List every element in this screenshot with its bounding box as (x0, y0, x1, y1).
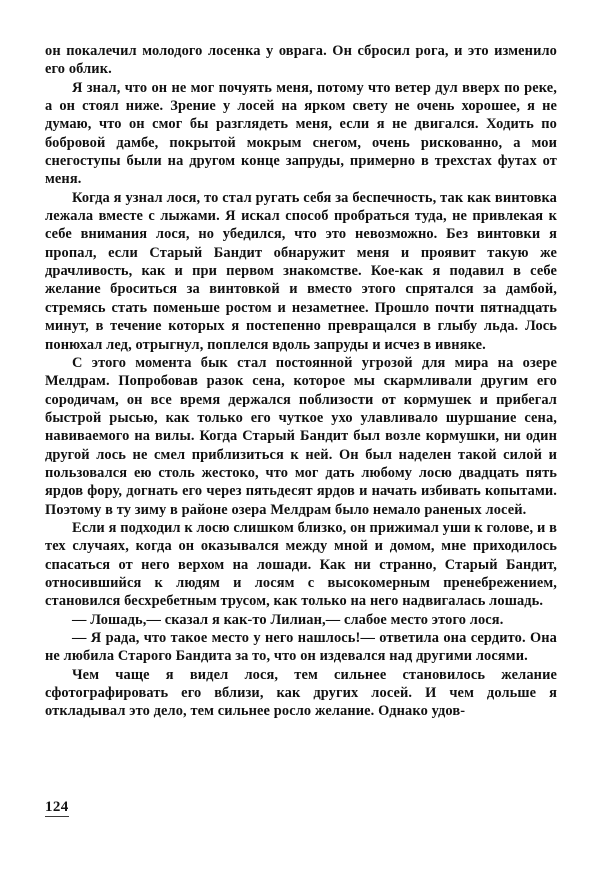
paragraph: Я знал, что он не мог почуять меня, потому что ветер дул вверх по реке, а он стоял ниже. Зрение у лосей на ярком свету не очень хорошее, я не думаю, что он смог бы разглядеть меня, если я не двигался. Ходить по бобровой дамбе, покрытой мокрым снегом, очень рискованно, а мои снегоступы были на другом конце запруды, примерно в трехстах футах от меня. (45, 79, 557, 188)
paragraph: С этого момента бык стал постоянной угрозой для мира на озере Мелдрам. Попробовав разок сена, которое мы скармливали другим его сородичам, он все время держался поблизости от кормушек и прибегал быстрой рысью, как только его чуткое ухо улавливало шуршание сена, навиваемого на вилы. Когда Старый Бандит был возле кормушки, ни один другой лось не смел приблизиться к ней. Он был наделен такой силой и пользовался ею столь жестоко, что мог дать любому лосю двадцать пять ярдов фору, догнать его через пятьдесят ярдов и начать избивать копытами. Поэтому в ту зиму в районе озера Мелдрам было немало раненых лосей. (45, 354, 557, 518)
dialogue-line: — Я рада, что такое место у него нашлось!— ответила она сердито. Она не любила Старого Бандита за то, что он издевался над другими лосями. (45, 630, 557, 665)
paragraph: Когда я узнал лося, то стал ругать себя за беспечность, так как винтовка лежала вместе с лыжами. Я искал способ пробраться туда, не привлекая к себе внимания лося, но убедился, что это невозможно. Без винтовки я пропал, если Старый Бандит обнаружит меня и проявит такую же драчливость, как и при первом знакомстве. Кое-как я подавил в себе желание броситься за винтовкой и вместо этого спрятался за дамбой, стремясь стать поменьше ростом и незаметнее. Прошло почти пятнадцать минут, в течение которых я постепенно превращался в глыбу льда. Лось понюхал лед, отрыгнул, поплелся вдоль запруды и исчез в ивняке. (45, 189, 557, 353)
page-text-column (45, 42, 557, 721)
paragraph: Если я подходил к лосю слишком близко, он прижимал уши к голове, и в тех случаях, когда он оказывался между мной и домом, мне приходилось спасаться от него верхом на лошади. Как ни странно, Старый Бандит, относившийся к людям и лосям с высокомерным пренебрежением, становился бесхребетным трусом, как только на него надвигалась лошадь. (45, 519, 557, 610)
page-number: 124 (45, 799, 69, 815)
dialogue-line: — Лошадь,— сказал я как-то Лилиан,— слабое место этого лося. (72, 611, 504, 628)
paragraph: он покалечил молодого лосенка у оврага. Он сбросил рога, и это изменило его облик. (45, 43, 557, 78)
paragraph: Чем чаще я видел лося, тем сильнее становилось желание сфотографировать его вблизи, как других лосей. И чем дольше я откладывал это дело, тем сильнее росло желание. Однако удов- (45, 666, 557, 720)
